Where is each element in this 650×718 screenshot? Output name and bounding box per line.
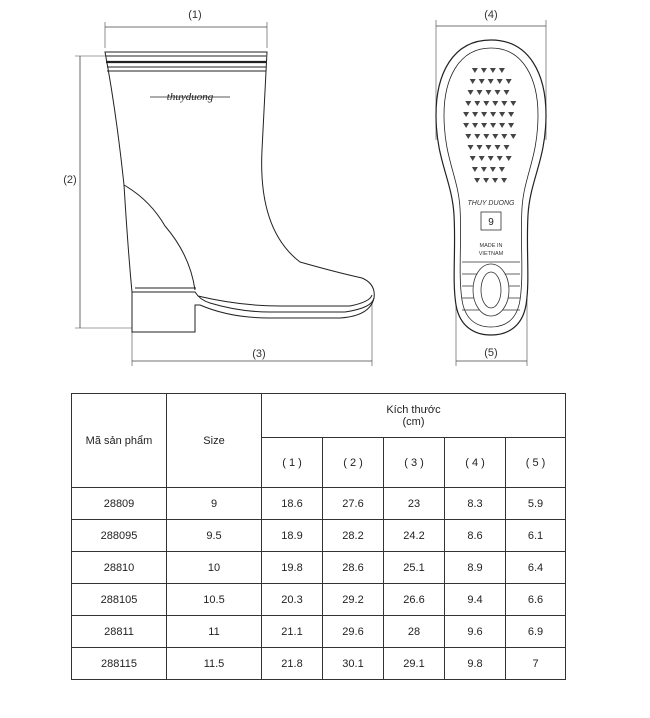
dimension-value: 18.9 <box>262 520 323 552</box>
boot-sole-view <box>436 40 546 335</box>
product-code: 28809 <box>72 488 167 520</box>
table-row <box>72 520 566 552</box>
dimension-value: 5.9 <box>506 488 566 520</box>
size-value: 11 <box>167 616 262 648</box>
dimension-value: 7 <box>506 648 566 680</box>
dimension-4-label: (4) <box>484 9 498 21</box>
dimension-1-label: (1) <box>188 9 202 21</box>
dimension-value: 29.1 <box>384 648 445 680</box>
dimension-value: 9.4 <box>445 584 506 616</box>
sole-made-line2: VIETNAM <box>478 251 504 257</box>
svg-text:thuyduong: thuyduong <box>166 91 214 103</box>
dimension-2-label: (2) <box>63 174 77 186</box>
size-value: 9 <box>167 488 262 520</box>
sole-made-line1: MADE IN <box>479 243 503 249</box>
dimension-value: 25.1 <box>384 552 445 584</box>
dimension-value: 23 <box>384 488 445 520</box>
dimension-value: 9.8 <box>445 648 506 680</box>
size-header: Size <box>167 394 262 488</box>
dimension-value: 24.2 <box>384 520 445 552</box>
sole-size: 9 <box>488 217 494 228</box>
table-row <box>72 552 566 584</box>
dimension-column-1: ( 1 ) <box>262 438 323 488</box>
dimension-1 <box>105 9 267 48</box>
dimension-value: 20.3 <box>262 584 323 616</box>
dimension-value: 6.9 <box>506 616 566 648</box>
table-row <box>72 584 566 616</box>
table-row <box>72 488 566 520</box>
dimension-column-2: ( 2 ) <box>323 438 384 488</box>
dimension-value: 8.3 <box>445 488 506 520</box>
product-code: 288115 <box>72 648 167 680</box>
size-table <box>71 393 566 680</box>
dimension-value: 8.9 <box>445 552 506 584</box>
dimension-value: 6.6 <box>506 584 566 616</box>
dimension-value: 19.8 <box>262 552 323 584</box>
dimension-value: 29.2 <box>323 584 384 616</box>
dimension-value: 29.6 <box>323 616 384 648</box>
dimension-column-5: ( 5 ) <box>506 438 566 488</box>
sole-brand: THUY DUONG <box>467 200 515 207</box>
size-value: 10.5 <box>167 584 262 616</box>
size-value: 10 <box>167 552 262 584</box>
table-row <box>72 616 566 648</box>
product-code: 288095 <box>72 520 167 552</box>
dimension-value: 8.6 <box>445 520 506 552</box>
dimension-value: 28 <box>384 616 445 648</box>
dimension-value: 6.1 <box>506 520 566 552</box>
dimension-column-3: ( 3 ) <box>384 438 445 488</box>
dimension-column-4: ( 4 ) <box>445 438 506 488</box>
dimensions-unit: (cm) <box>402 415 425 428</box>
dimension-value: 28.6 <box>323 552 384 584</box>
dimension-value: 27.6 <box>323 488 384 520</box>
dimensions-header-label: Kích thước <box>386 403 441 416</box>
product-code-header: Mã sản phẩm <box>72 394 167 488</box>
dimension-value: 9.6 <box>445 616 506 648</box>
dimension-value: 30.1 <box>323 648 384 680</box>
dimension-value: 6.4 <box>506 552 566 584</box>
dimension-3-label: (3) <box>252 348 266 360</box>
product-code: 28810 <box>72 552 167 584</box>
dimensions-header <box>262 394 566 438</box>
table-row <box>72 648 566 680</box>
size-value: 9.5 <box>167 520 262 552</box>
dimension-value: 26.6 <box>384 584 445 616</box>
size-value: 11.5 <box>167 648 262 680</box>
dimension-value: 21.8 <box>262 648 323 680</box>
product-code: 288105 <box>72 584 167 616</box>
dimension-5-label: (5) <box>484 347 498 359</box>
product-code: 28811 <box>72 616 167 648</box>
dimension-value: 28.2 <box>323 520 384 552</box>
dimension-value: 18.6 <box>262 488 323 520</box>
dimension-value: 21.1 <box>262 616 323 648</box>
boot-side-view <box>105 52 374 332</box>
